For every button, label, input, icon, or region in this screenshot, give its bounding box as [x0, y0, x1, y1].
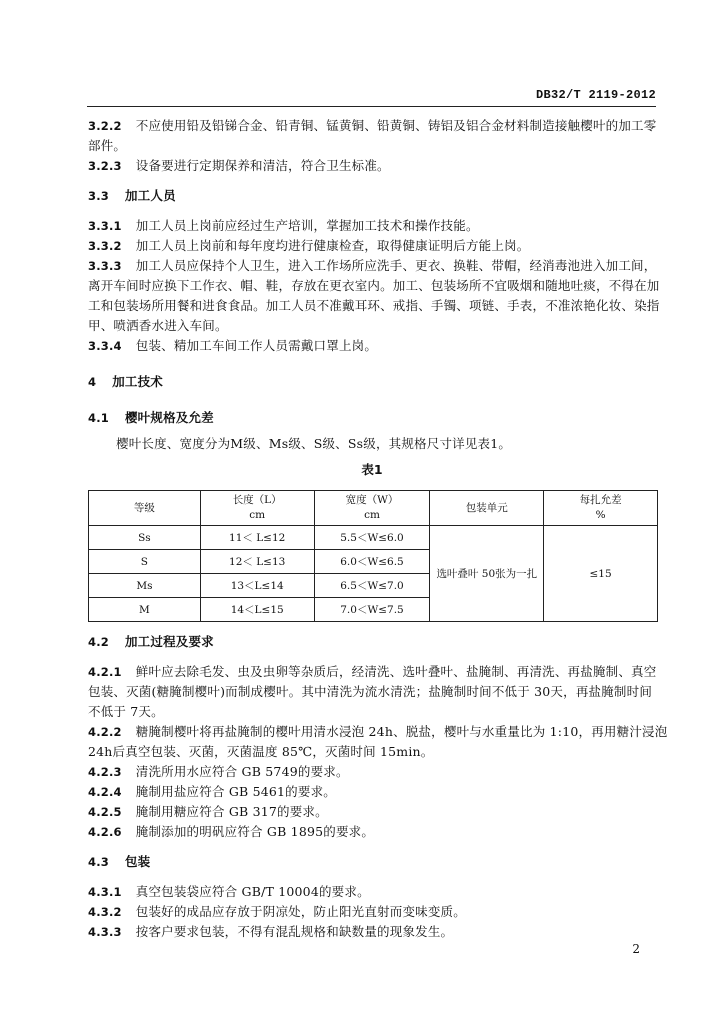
- clause-text: 加工人员应保持个人卫生，进入工作场所应洗手、更衣、换鞋、带帽，经消毒池进入加工间，: [135, 258, 657, 273]
- section-title: 包装: [124, 854, 151, 869]
- document-body: [88, 116, 668, 942]
- clause-4-2-1-cont-2: 不低于 7天。: [88, 704, 164, 719]
- clause-3-3-1: [88, 216, 656, 236]
- header-length-unit: cm: [249, 509, 266, 521]
- clause-number: 4.2.5: [88, 805, 122, 819]
- section-4-1-text: 樱叶长度、宽度分为M级、Ms级、S级、Ss级，其规格尺寸详见表1。: [116, 436, 512, 451]
- header-pack: 包装单元: [430, 491, 544, 526]
- clause-4-3-2: [88, 902, 656, 922]
- clause-text: 腌制用糖应符合 GB 317的要求。: [135, 804, 328, 819]
- clause-4-2-1-cont-1: 包装、灭菌(糖腌制樱叶)而制成樱叶。其中清洗为流水清洗；盐腌制时间不低于 30天，再盐腌制时间: [88, 684, 653, 699]
- clause-text: 包装好的成品应存放于阴凉处，防止阳光直射而变味变质。: [135, 904, 466, 919]
- header-length-label: 长度（L）: [232, 494, 282, 506]
- cell-length: 12＜ L≤13: [200, 550, 314, 574]
- clause-3-3-3-cont-1: 离开车间时应换下工作衣、帽、鞋，存放在更衣室内。加工、包装场所不宜吸烟和随地吐痰，不得在加: [88, 278, 660, 293]
- table-row: [89, 526, 658, 550]
- section-title: 加工人员: [124, 188, 176, 203]
- section-number: 3.3: [88, 189, 109, 203]
- clause-number: 4.3.1: [88, 885, 122, 899]
- clause-3-3-3: [88, 256, 656, 276]
- header-tolerance: [544, 491, 658, 526]
- clause-4-2-4: [88, 782, 656, 802]
- cell-length: 11＜ L≤12: [200, 526, 314, 550]
- chapter-title: 加工技术: [112, 374, 164, 389]
- clause-number: 3.3.3: [88, 259, 122, 273]
- clause-4-3-1: [88, 882, 656, 902]
- chapter-number: 4: [88, 375, 97, 389]
- header-grade: 等级: [89, 491, 201, 526]
- clause-4-2-6: [88, 822, 656, 842]
- cell-width: 6.0＜W≤6.5: [314, 550, 430, 574]
- section-number: 4.3: [88, 855, 109, 869]
- cell-length: 14＜L≤15: [200, 598, 314, 622]
- header-width: [314, 491, 430, 526]
- clause-text: 设备要进行定期保养和清洁，符合卫生标准。: [135, 158, 390, 173]
- doc-code: DB32/T 2119-2012: [535, 88, 656, 102]
- section-title: 加工过程及要求: [124, 634, 214, 649]
- clause-4-2-2-cont: 24h后真空包装、灭菌，灭菌温度 85℃，灭菌时间 15min。: [88, 744, 434, 759]
- section-number: 4.2: [88, 635, 109, 649]
- clause-number: 4.3.2: [88, 905, 122, 919]
- table-header-row: [89, 491, 658, 526]
- clause-number: 4.3.3: [88, 925, 122, 939]
- clause-text: 糖腌制樱叶将再盐腌制的樱叶用清水浸泡 24h、脱盐，樱叶与水重量比为 1:10，再用糖汁浸泡: [135, 724, 668, 739]
- clause-number: 4.2.3: [88, 765, 122, 779]
- clause-3-3-4: [88, 336, 656, 356]
- table-caption: 表1: [361, 462, 383, 477]
- header-tolerance-unit: %: [595, 509, 606, 521]
- clause-number: 3.3.2: [88, 239, 122, 253]
- cell-grade: M: [89, 598, 201, 622]
- clause-number: 3.2.3: [88, 159, 122, 173]
- clause-4-2-1: [88, 662, 656, 682]
- header-length: [200, 491, 314, 526]
- cell-tolerance: ≤15: [544, 526, 658, 622]
- clause-4-2-3: [88, 762, 656, 782]
- cell-width: 5.5＜W≤6.0: [314, 526, 430, 550]
- clause-4-2-5: [88, 802, 656, 822]
- clause-text: 腌制用盐应符合 GB 5461的要求。: [135, 784, 336, 799]
- clause-text: 清洗所用水应符合 GB 5749的要求。: [135, 764, 349, 779]
- cell-length: 13＜L≤14: [200, 574, 314, 598]
- clause-3-3-3-cont-3: 甲、喷洒香水进入车间。: [88, 318, 228, 333]
- clause-text: 按客户要求包装，不得有混乱规格和缺数量的现象发生。: [135, 924, 454, 939]
- clause-number: 3.3.1: [88, 219, 122, 233]
- clause-text: 加工人员上岗前应经过生产培训，掌握加工技术和操作技能。: [135, 218, 479, 233]
- cell-grade: Ms: [89, 574, 201, 598]
- cell-grade: Ss: [89, 526, 201, 550]
- clause-text: 真空包装袋应符合 GB/T 10004的要求。: [135, 884, 370, 899]
- clause-3-2-2-cont: 部件。: [88, 138, 127, 153]
- header-width-unit: cm: [364, 509, 380, 521]
- section-number: 4.1: [88, 411, 109, 425]
- clause-4-2-2: [88, 722, 668, 742]
- cell-pack: 选叶叠叶 50张为一扎: [430, 526, 544, 622]
- page-number: 2: [632, 942, 640, 956]
- section-3-3-heading: [88, 186, 656, 206]
- section-4-1-heading: [88, 408, 656, 428]
- clause-3-2-3: [88, 156, 656, 176]
- clause-4-3-3: [88, 922, 656, 942]
- section-4-2-heading: [88, 632, 656, 652]
- clause-text: 鲜叶应去除毛发、虫及虫卵等杂质后，经清洗、选叶叠叶、盐腌制、再清洗、再盐腌制、真空: [135, 664, 657, 679]
- spec-table: [88, 490, 658, 622]
- section-title: 樱叶规格及允差: [124, 410, 214, 425]
- clause-text: 包装、精加工车间工作人员需戴口罩上岗。: [135, 338, 378, 353]
- clause-number: 4.2.6: [88, 825, 122, 839]
- clause-3-2-2: [88, 116, 656, 136]
- clause-3-3-2: [88, 236, 656, 256]
- cell-width: 7.0＜W≤7.5: [314, 598, 430, 622]
- cell-width: 6.5＜W≤7.0: [314, 574, 430, 598]
- clause-number: 3.2.2: [88, 119, 122, 133]
- section-4-3-heading: [88, 852, 656, 872]
- clause-text: 加工人员上岗前和每年度均进行健康检查，取得健康证明后方能上岗。: [135, 238, 530, 253]
- cell-grade: S: [89, 550, 201, 574]
- clause-number: 4.2.1: [88, 665, 122, 679]
- clause-3-3-3-cont-2: 工和包装场所用餐和进食食品。加工人员不准戴耳环、戒指、手镯、项链、手表，不准浓艳化妆、染指: [88, 298, 660, 313]
- clause-number: 4.2.2: [88, 725, 122, 739]
- clause-number: 4.2.4: [88, 785, 122, 799]
- header-rule: [87, 106, 656, 107]
- clause-text: 腌制添加的明矾应符合 GB 1895的要求。: [135, 824, 375, 839]
- chapter-4-heading: [88, 372, 656, 392]
- clause-text: 不应使用铅及铅锑合金、铅青铜、锰黄铜、铅黄铜、铸铝及铝合金材料制造接触樱叶的加工零: [135, 118, 657, 133]
- clause-number: 3.3.4: [88, 339, 122, 353]
- header-width-label: 宽度（W）: [345, 494, 399, 506]
- header-tolerance-label: 每扎允差: [579, 494, 622, 506]
